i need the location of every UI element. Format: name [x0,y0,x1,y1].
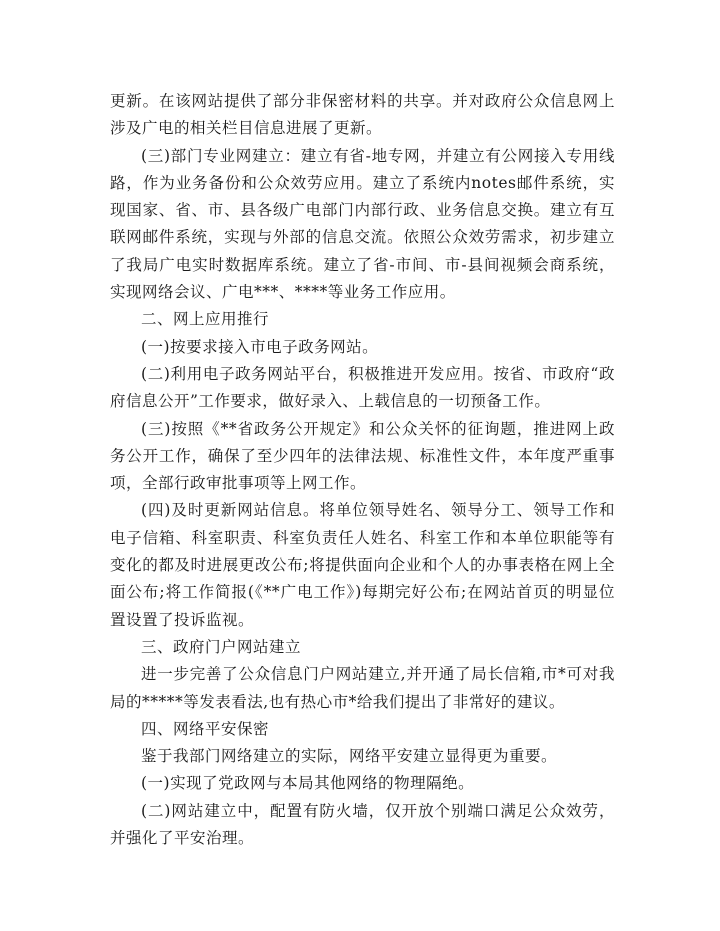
document-body [110,88,615,852]
paragraph-continuation: 更新。在该网站提供了部分非保密材料的共享。并对政府公众信息网上涉及广电的相关栏目信息进展了更新。 [110,92,615,138]
paragraph-item-4: (四)及时更新网站信息。将单位领导姓名、领导分工、领导工作和电子信箱、科室职责、科室负责任人姓名、科室工作和本单位职能等有变化的都及时进展更改公布;将提供面向企业和个人的办事表格在网上全面公布;将工作简报(《**广电工作》)每期完好公布;在网站首页的明显位置设置了投诉监视。 [110,501,615,629]
paragraph-security-item-1: (一)实现了党政网与本局其他网络的物理隔绝。 [141,774,475,793]
heading-network-security: 四、网络平安保密 [141,719,270,738]
paragraph-item-2: (二)利用电子政务网站平台，积极推进开发应用。按省、市政府“政府信息公开”工作要求，做好录入、上载信息的一切预备工作。 [110,364,615,411]
paragraph-item-3: (三)按照《**省政务公开规定》和公众关怀的征询题，推进网上政务公开工作，确保了至少四年的法律法规、标准性文件，本年度严重事项，全部行政审批事项等上网工作。 [110,419,615,493]
paragraph-portal: 进一步完善了公众信息门户网站建立,并开通了局长信箱,市*可对我局的*****等发表看法,也有热心市*给我们提出了非常好的建议。 [110,665,615,711]
paragraph-security-item-2: (二)网站建立中，配置有防火墙，仅开放个别端口满足公众效劳，并强化了平安治理。 [110,801,615,848]
paragraph-department-network: (三)部门专业网建立：建立有省-地专网，并建立有公网接入专用线路，作为业务备份和公众效劳应用。建立了系统内notes邮件系统，实现国家、省、市、县各级广电部门内部行政、业务信息交换。建立有互联网邮件系统，实现与外部的信息交流。依照公众效劳需求，初步建立了我局广电实时数据库系统。建立了省-市间、市-县间视频会商系统，实现网络会议、广电***、****等业务工作应用。 [110,146,615,302]
heading-online-application: 二、网上应用推行 [141,310,270,329]
paragraph-security-intro: 鉴于我部门网络建立的实际，网络平安建立显得更为重要。 [141,747,558,766]
paragraph-item-1: (一)按要求接入市电子政务网站。 [141,337,379,356]
heading-government-portal: 三、政府门户网站建立 [141,637,302,656]
